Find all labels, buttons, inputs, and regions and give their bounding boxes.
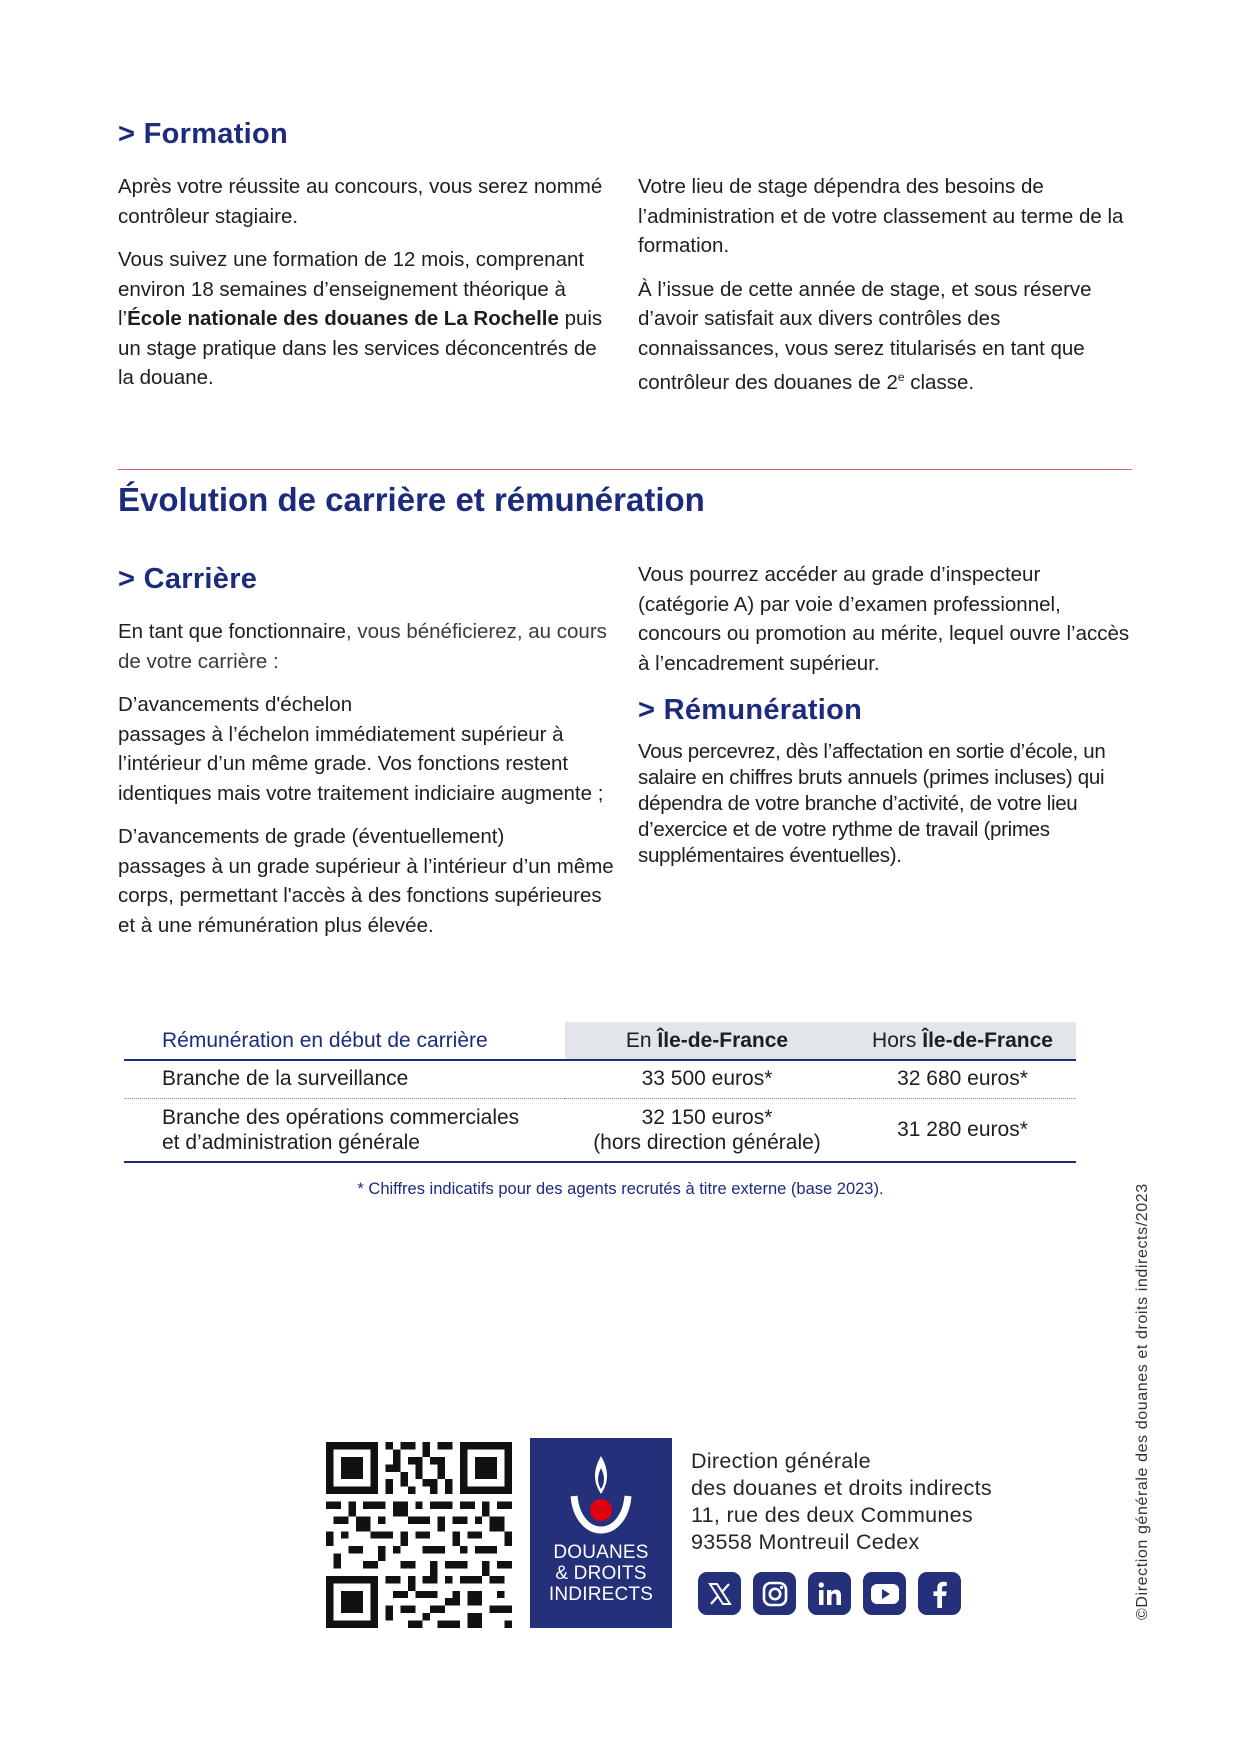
grade-title: D’avancements de grade bbox=[118, 825, 346, 848]
formation-paragraph: Votre lieu de stage dépendra des besoins de l’administration et de votre classement au terme de la formation. bbox=[638, 175, 1124, 257]
section-divider bbox=[118, 469, 1132, 470]
hors-idf-salary-cell: 32 680 euros* bbox=[897, 1067, 1028, 1091]
address-block: Direction générale des douanes et droits indirects 11, rue des deux Communes 93558 Montreuil Cedex bbox=[691, 1449, 992, 1554]
qr-code-icon[interactable] bbox=[326, 1442, 512, 1628]
table-footnote: * Chiffres indicatifs pour des agents recrutés à titre externe (base 2023). bbox=[357, 1180, 884, 1198]
facebook-icon[interactable] bbox=[918, 1572, 961, 1615]
formation-left-column bbox=[118, 172, 610, 393]
linkedin-icon[interactable] bbox=[808, 1572, 851, 1615]
logo-text: DOUANES & DROITS INDIRECTS bbox=[548, 1542, 654, 1605]
carriere-intro: En tant que fonctionnaire, vous bénéficierez, au cours de votre carrière : bbox=[118, 620, 607, 673]
marianne-flame-icon bbox=[566, 1452, 636, 1536]
branch-cell: Branche de la surveillance bbox=[162, 1067, 409, 1091]
x-icon[interactable] bbox=[698, 1572, 741, 1615]
instagram-icon[interactable] bbox=[753, 1572, 796, 1615]
table-header-label: Rémunération en début de carrière bbox=[162, 1028, 488, 1052]
table-row bbox=[124, 1098, 1076, 1162]
table-header-row bbox=[124, 1022, 1076, 1060]
carriere-left-column bbox=[118, 617, 614, 940]
remuneration-heading: > Rémunération bbox=[638, 694, 863, 726]
table-row bbox=[124, 1060, 1076, 1098]
hors-idf-salary-cell: 31 280 euros* bbox=[897, 1118, 1028, 1142]
salary-table bbox=[124, 1022, 1076, 1163]
carriere-heading: > Carrière bbox=[118, 563, 258, 595]
table-header-hors-idf: Hors Île-de-France bbox=[849, 1022, 1076, 1060]
grade-item: D’avancements de grade (éventuellement) passages à un grade supérieur à l’intérieur d’un même corps, permettant l'accès à des fonctions supérieures et à une rémunération plus élevée. bbox=[118, 825, 614, 937]
idf-salary-cell: 33 500 euros* bbox=[641, 1067, 773, 1091]
carriere-right-column bbox=[638, 560, 1132, 869]
idf-salary-cell: 32 150 euros* (hors direction générale) bbox=[593, 1105, 821, 1154]
youtube-icon[interactable] bbox=[863, 1572, 906, 1615]
remuneration-paragraph: Vous percevrez, dès l’affectation en sortie d’école, un salaire en chiffres bruts annuels (primes incluses) qui dépendra de votre branche d’activité, de votre lieu d’exercice et de votre rythme de travail (primes supplémentaires éventuelles). bbox=[638, 740, 1106, 867]
table-header-idf: En Île-de-France bbox=[565, 1022, 849, 1060]
ecole-name: École nationale des douanes de La Rochelle bbox=[127, 307, 559, 330]
social-links bbox=[698, 1572, 961, 1615]
echelon-item: D’avancements d'échelon passages à l’échelon immédiatement supérieur à l’intérieur d’un même grade. Vos fonctions restent identiques mais votre traitement indiciaire augmente ; bbox=[118, 693, 604, 805]
copyright-credit: ©Direction générale des douanes et droits indirects/2023 bbox=[1134, 1183, 1151, 1620]
formation-heading: > Formation bbox=[118, 118, 289, 150]
inspecteur-paragraph: Vous pourrez accéder au grade d’inspecteur (catégorie A) par voie d’examen professionnel, concours ou promotion au mérite, lequel ouvre l’accès à l’encadrement supérieur. bbox=[638, 563, 1130, 675]
formation-paragraph: Vous suivez une formation de 12 mois, comprenant environ 18 semaines d’enseignement théorique à l’École nationale des douanes de La Rochelle puis un stage pratique dans les services déconcentrés de la douane. bbox=[118, 248, 603, 389]
echelon-title: D’avancements d'échelon bbox=[118, 693, 353, 716]
formation-paragraph: Après votre réussite au concours, vous serez nommé contrôleur stagiaire. bbox=[118, 175, 603, 228]
formation-right-column bbox=[638, 172, 1132, 397]
branch-cell: Branche des opérations commerciales et d’administration générale bbox=[162, 1105, 520, 1154]
douanes-logo bbox=[530, 1438, 672, 1628]
evolution-heading: Évolution de carrière et rémunération bbox=[118, 481, 705, 518]
formation-paragraph: À l’issue de cette année de stage, et sous réserve d’avoir satisfait aux divers contrôles des connaissances, vous serez titularisés en tant que contrôleur des douanes de 2e classe. bbox=[638, 277, 1092, 394]
